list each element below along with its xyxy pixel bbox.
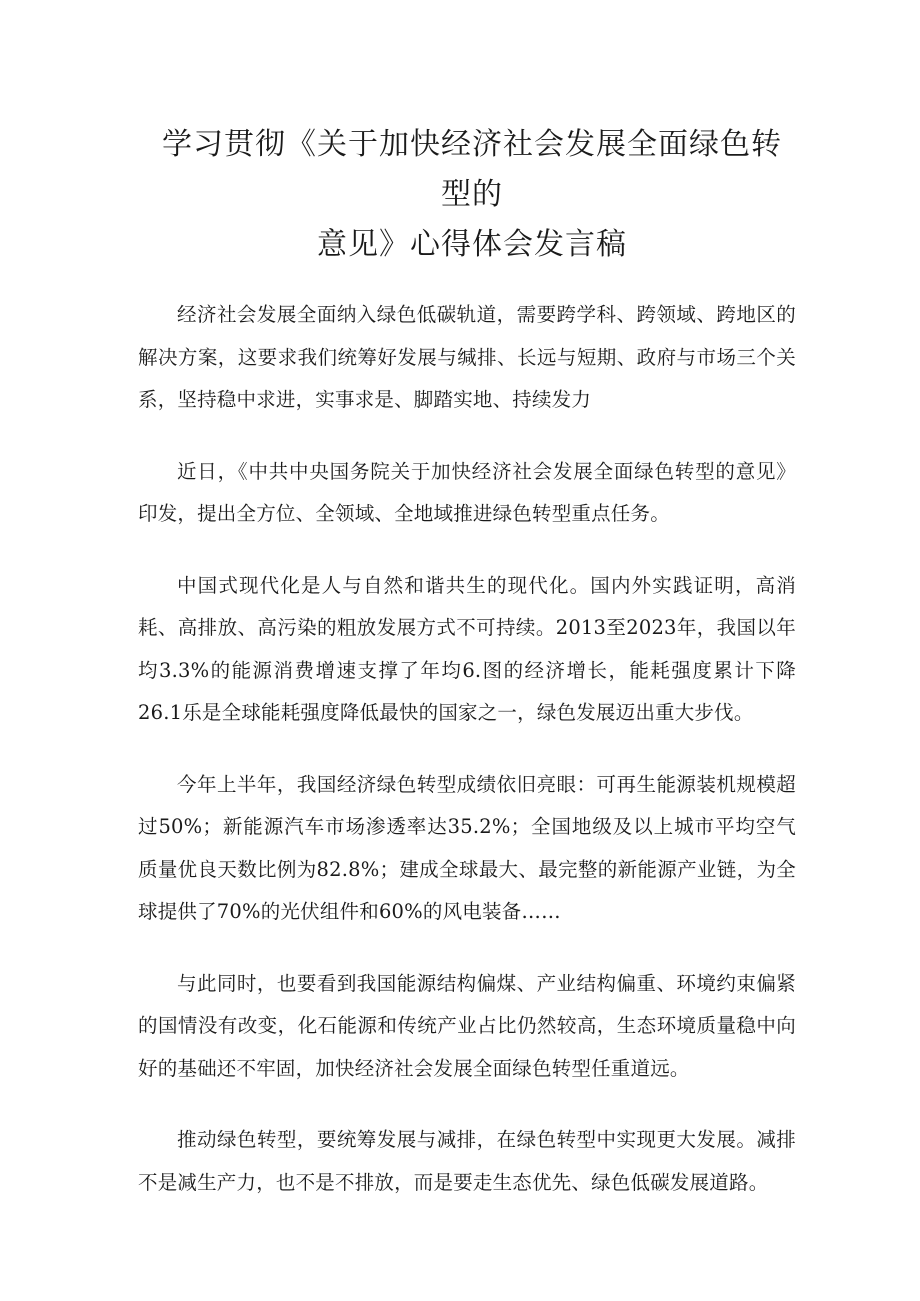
- paragraph-3: 中国式现代化是人与自然和谐共生的现代化。国内外实践证明，高消耗、高排放、高污染的粗放发展方式不可持续。2013至2023年，我国以年均3.3%的能源消费增速支撑了年均6.图的经济增长，能耗强度累计下降26.1乐是全球能耗强度降低最快的国家之一，绿色发展迈出重大步伐。: [138, 573, 796, 724]
- paragraph-5: 与此同时，也要看到我国能源结构偏煤、产业结构偏重、环境约束偏紧的国情没有改变，化石能源和传统产业占比仍然较高，生态环境质量稳中向好的基础还不牢固，加快经济社会发展全面绿色转型任重道远。: [138, 971, 796, 1080]
- title-line-1: 学习贯彻《关于加快经济社会发展全面绿色转型的: [162, 127, 782, 212]
- paragraph-4: 今年上半年，我国经济绿色转型成绩依旧亮眼：可再生能源装机规模超过50%；新能源汽车市场渗透率达35.2%；全国地级及以上城市平均空气质量优良天数比例为82.8%；建成全球最大、最完整的新能源产业链，为全球提供了70%的光伏组件和60%的风电装备……: [138, 772, 796, 923]
- document-title: [138, 120, 796, 270]
- paragraph-1: 经济社会发展全面纳入绿色低碳轨道，需要跨学科、跨领域、跨地区的解决方案，这要求我们统筹好发展与缄排、长远与短期、政府与市场三个关系，坚持稳中求进，实事求是、脚踏实地、持续发力: [138, 303, 796, 411]
- document-body: [138, 294, 796, 1204]
- title-line-2: 意见》心得体会发言稿: [317, 227, 627, 262]
- paragraph-6: 推动绿色转型，要统筹发展与减排，在绿色转型中实现更大发展。减排不是减生产力，也不是不排放，而是要走生态优先、绿色低碳发展道路。: [138, 1128, 796, 1194]
- paragraph-2: 近日，《中共中央国务院关于加快经济社会发展全面绿色转型的意见》印发，提出全方位、全领域、全地域推进绿色转型重点任务。: [138, 459, 796, 525]
